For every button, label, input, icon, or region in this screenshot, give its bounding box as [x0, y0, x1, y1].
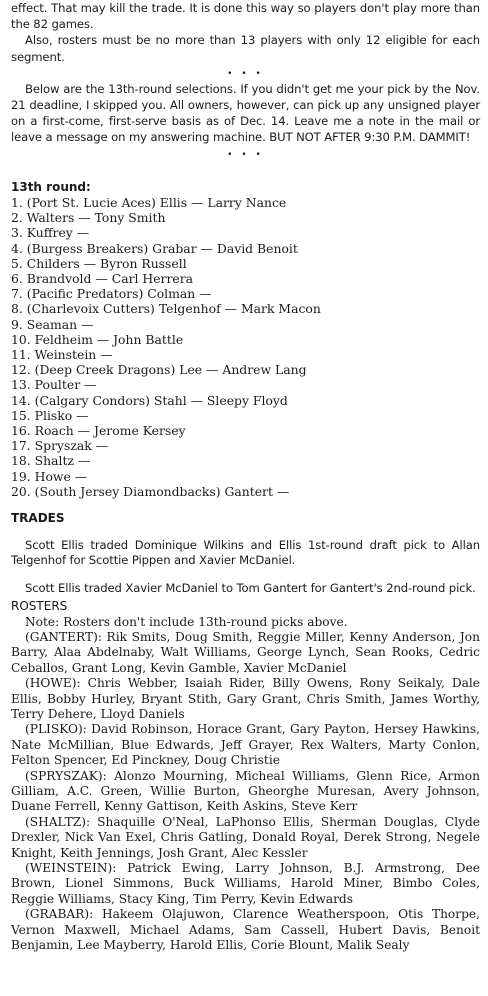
pick-item: 14. (Calgary Condors) Stahl — Sleepy Floyd — [11, 392, 288, 408]
pick-item: 8. (Charlevoix Cutters) Telgenhof — Mark Macon — [11, 301, 321, 317]
pick-item: 19. Howe — — [11, 468, 88, 484]
pick-item: 13. Poulter — — [11, 377, 97, 393]
roster-entry: (PLISKO): David Robinson, Horace Grant, Gary Payton, Hersey Hawkins, Nate McMillian, Blue Edwards, Jeff Grayer, Rex Walters, Marty Conlon, Felton Spencer, Ed Pinckney, Doug Christie — [11, 722, 480, 768]
roster-entry: (WEINSTEIN): Patrick Ewing, Larry Johnson, B.J. Armstrong, Dee Brown, Lionel Simmons, Buck Williams, Harold Miner, Bimbo Coles, Reggie Williams, Stacy King, Tim Perry, Kevin Edwards — [11, 861, 480, 906]
rosters-section — [11, 599, 480, 953]
pick-item: 5. Childers — Byron Russell — [11, 255, 187, 271]
pick-item: 12. (Deep Creek Dragons) Lee — Andrew Lang — [11, 362, 307, 378]
pick-item: 3. Kuffrey — — [11, 225, 90, 241]
pick-item: 4. (Burgess Breakers) Grabar — David Benoit — [11, 240, 298, 256]
roster-entry: (GANTERT): Rik Smits, Doug Smith, Reggie Miller, Kenny Anderson, Jon Barry, Alaa Abdelnaby, Walt Williams, George Lynch, Sean Rooks, Cedric Ceballos, Grant Long, Kevin Gamble, Xavier McDaniel — [11, 629, 480, 675]
round-13-section — [11, 180, 480, 499]
intro-paragraph-2: Also, rosters must be no more than 13 players with only 12 eligible for each segment. — [11, 33, 480, 64]
section-divider: • • • — [227, 68, 264, 79]
pick-item: 17. Spryszak — — [11, 438, 109, 454]
intro-section — [11, 0, 480, 162]
pick-item: 15. Plisko — — [11, 407, 89, 423]
round-13-heading: 13th round: — [11, 180, 91, 194]
pick-item: 11. Weinstein — — [11, 347, 113, 363]
pick-item: 16. Roach — Jerome Kersey — [11, 423, 186, 439]
pick-item: 6. Brandvold — Carl Herrera — [11, 271, 194, 287]
pick-item: 7. (Pacific Predators) Colman — — [11, 286, 212, 302]
roster-entry: (HOWE): Chris Webber, Isaiah Rider, Billy Owens, Rony Seikaly, Dale Ellis, Bobby Hurley, Bryant Stith, Gary Grant, Chris Smith, James Worthy, Terry Dehere, Lloyd Daniels — [11, 676, 480, 721]
roster-entry: (SHALTZ): Shaquille O'Neal, LaPhonso Ellis, Sherman Douglas, Clyde Drexler, Nick Van Exel, Chris Gatling, Donald Royal, Derek Strong, Negele Knight, Keith Jennings, Josh Grant, Alec Kessler — [11, 814, 480, 860]
roster-list — [11, 615, 480, 954]
trades-heading: TRADES — [11, 511, 65, 525]
intro-paragraph-3: Below are the 13th-round selections. If you didn't get me your pick by the Nov. 21 deadline, I skipped you. All owners, however, can pick up any unsigned player on a first-come, first-serve basis as of Dec. 14. Leave me a note in the mail or leave a message on my answering machine. BUT NOT AFTER 9:30 P.M. DAMMIT! — [11, 81, 480, 145]
pick-item: 10. Feldheim — John Battle — [11, 331, 184, 347]
pick-item: 9. Seaman — — [11, 316, 94, 332]
pick-item: 20. (South Jersey Diamondbacks) Gantert — — [11, 483, 290, 499]
trade-item: Scott Ellis traded Dominique Wilkins and Ellis 1st-round draft pick to Allan Telgenhof for Scottie Pippen and Xavier McDaniel. — [11, 537, 480, 568]
roster-entry: (GRABAR): Hakeem Olajuwon, Clarence Weatherspoon, Otis Thorpe, Vernon Maxwell, Michael Adams, Sam Cassell, Hubert Davis, Benoit Benjamin, Lee Mayberry, Harold Ellis, Corie Blount, Malik Sealy — [11, 907, 480, 953]
roster-entry: (SPRYSZAK): Alonzo Mourning, Micheal Williams, Glenn Rice, Armon Gilliam, A.C. Green, Willie Burton, Gheorghe Muresan, Avery Johnson, Duane Ferrell, Kenny Gattison, Keith Askins, Steve Kerr — [11, 768, 480, 814]
trades-section — [11, 511, 480, 608]
rosters-heading: ROSTERS — [11, 599, 68, 613]
trade-item: Scott Ellis traded Xavier McDaniel to Tom Gantert for Gantert's 2nd-round pick. — [25, 580, 476, 595]
pick-item: 18. Shaltz — — [11, 453, 91, 469]
pick-item: 1. (Port St. Lucie Aces) Ellis — Larry Nance — [11, 195, 287, 210]
pick-list — [11, 195, 480, 499]
pick-item: 2. Walters — Tony Smith — [11, 210, 166, 226]
intro-paragraph-1: effect. That may kill the trade. It is done this way so players don't play more than the 82 games. — [11, 1, 480, 32]
section-divider: • • • — [227, 149, 264, 160]
rosters-note: Note: Rosters don't include 13th-round picks above. — [25, 614, 348, 629]
